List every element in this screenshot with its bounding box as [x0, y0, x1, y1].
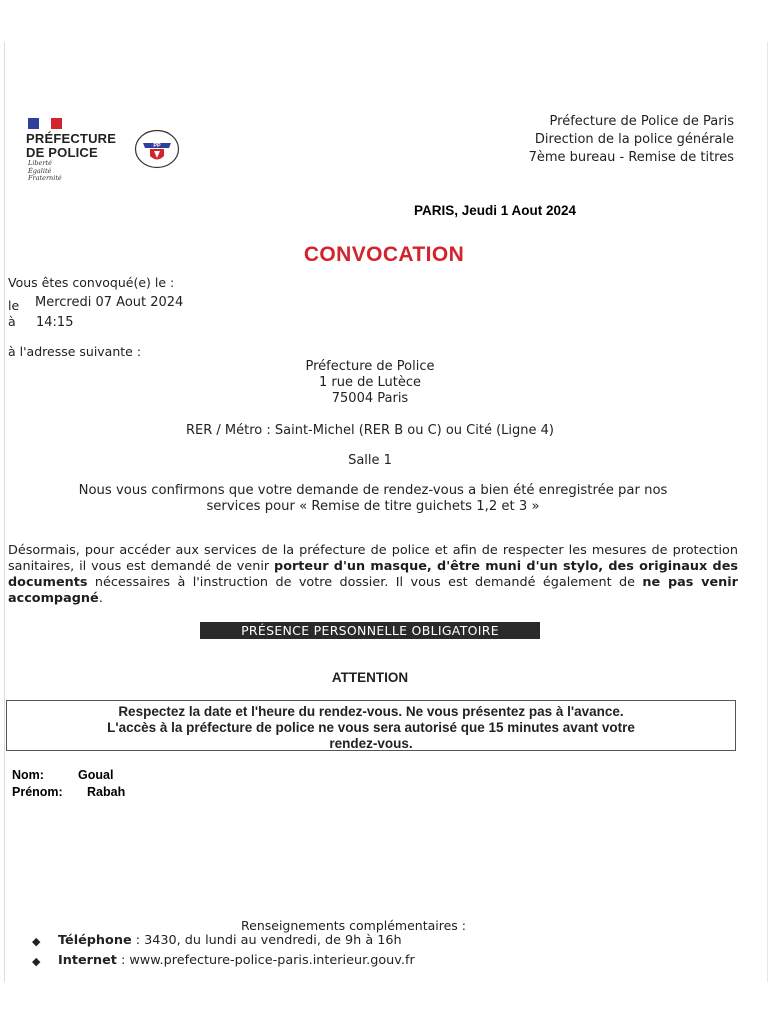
appointment-date: Mercredi 07 Aout 2024: [35, 295, 184, 310]
address-line-2: 1 rue de Lutèce: [319, 375, 421, 390]
instructions-text-1: Désormais, pour accéder aux services de la préfecture de police et afin de respecter les mesures de protection sanitaires, il vous est demandé de venir: [8, 543, 738, 574]
french-flag-icon: [28, 118, 62, 129]
attention-line-1: Respectez la date et l'heure du rendez-vous. Ne vous présentez pas à l'avance.: [118, 704, 624, 719]
police-prefecture-emblem-icon: [134, 129, 180, 169]
nom-label: Nom:: [12, 768, 44, 782]
footer-heading: Renseignements complémentaires :: [241, 918, 467, 933]
instructions-paragraph: [8, 543, 738, 607]
phone-label: Téléphone: [58, 933, 132, 948]
nom-value: Goual: [78, 768, 114, 782]
transport-info: RER / Métro : Saint-Michel (RER B ou C) ou Cité (Ligne 4): [186, 423, 554, 438]
confirmation-line-2: services pour « Remise de titre guichets 1,2 et 3 »: [206, 499, 540, 514]
prenom-value: Rabah: [87, 785, 126, 799]
instructions-emphasis-1: porteur d'un masque, d'être muni d'un stylo, des originaux des documents: [8, 559, 738, 590]
appointment-time: 14:15: [36, 315, 74, 330]
logo-title-line-2: DE POLICE: [26, 145, 98, 160]
instructions-text-2: nécessaires à l'instruction de votre dossier. Il vous est demandé également de: [87, 575, 643, 590]
confirmation-line-1: Nous vous confirmons que votre demande de rendez-vous a bien été enregistrée par nos: [78, 483, 668, 498]
footer-phone: [58, 933, 402, 948]
motto-line-1: Liberté: [28, 159, 52, 167]
phone-text: : 3430, du lundi au vendredi, de 9h à 16h: [131, 933, 402, 948]
prefecture-logo-title: [26, 132, 116, 160]
office-line-1: Préfecture de Police de Paris: [549, 114, 734, 129]
mandatory-presence-banner: PRÉSENCE PERSONNELLE OBLIGATOIRE: [200, 622, 540, 639]
office-line-2: Direction de la police générale: [534, 132, 734, 147]
attention-line-2: L'accès à la préfecture de police ne vous sera autorisé que 15 minutes avant votre: [107, 720, 635, 735]
motto-line-2: Égalité: [28, 166, 52, 175]
address-line-3: 75004 Paris: [331, 391, 409, 406]
emblem-text: PP: [153, 143, 161, 150]
footer-internet: [58, 953, 415, 968]
attention-heading: ATTENTION: [331, 670, 409, 685]
attention-line-3: rendez-vous.: [329, 736, 413, 751]
address-intro: à l'adresse suivante :: [8, 344, 142, 359]
office-line-3: 7ème bureau - Remise de titres: [528, 150, 734, 165]
instructions-text-3: .: [98, 591, 103, 606]
time-label: à: [8, 314, 16, 329]
instructions-emphasis-2: ne pas venir accompagné: [8, 575, 738, 606]
date-label: le: [8, 298, 20, 313]
document-title: CONVOCATION: [303, 243, 465, 266]
room-info: Salle 1: [348, 453, 392, 468]
address-line-1: Préfecture de Police: [305, 359, 435, 374]
confirmation-text: [8, 483, 738, 515]
internet-text: : www.prefecture-police-paris.interieur.gouv.fr: [116, 953, 415, 968]
address-block: [0, 359, 740, 407]
letter-date: PARIS, Jeudi 1 Aout 2024: [414, 203, 577, 218]
diamond-bullet-icon: ◆: [32, 935, 41, 948]
appointment-intro: Vous êtes convoqué(e) le :: [8, 275, 175, 290]
motto-line-3: Fraternité: [28, 174, 62, 182]
attention-box: [6, 700, 736, 751]
republic-motto: [28, 160, 62, 183]
diamond-bullet-icon: ◆: [32, 955, 41, 968]
logo-title-line-1: PRÉFECTURE: [26, 131, 117, 146]
issuing-office: [529, 113, 734, 167]
prenom-label: Prénom:: [12, 785, 63, 799]
internet-label: Internet: [58, 953, 117, 968]
